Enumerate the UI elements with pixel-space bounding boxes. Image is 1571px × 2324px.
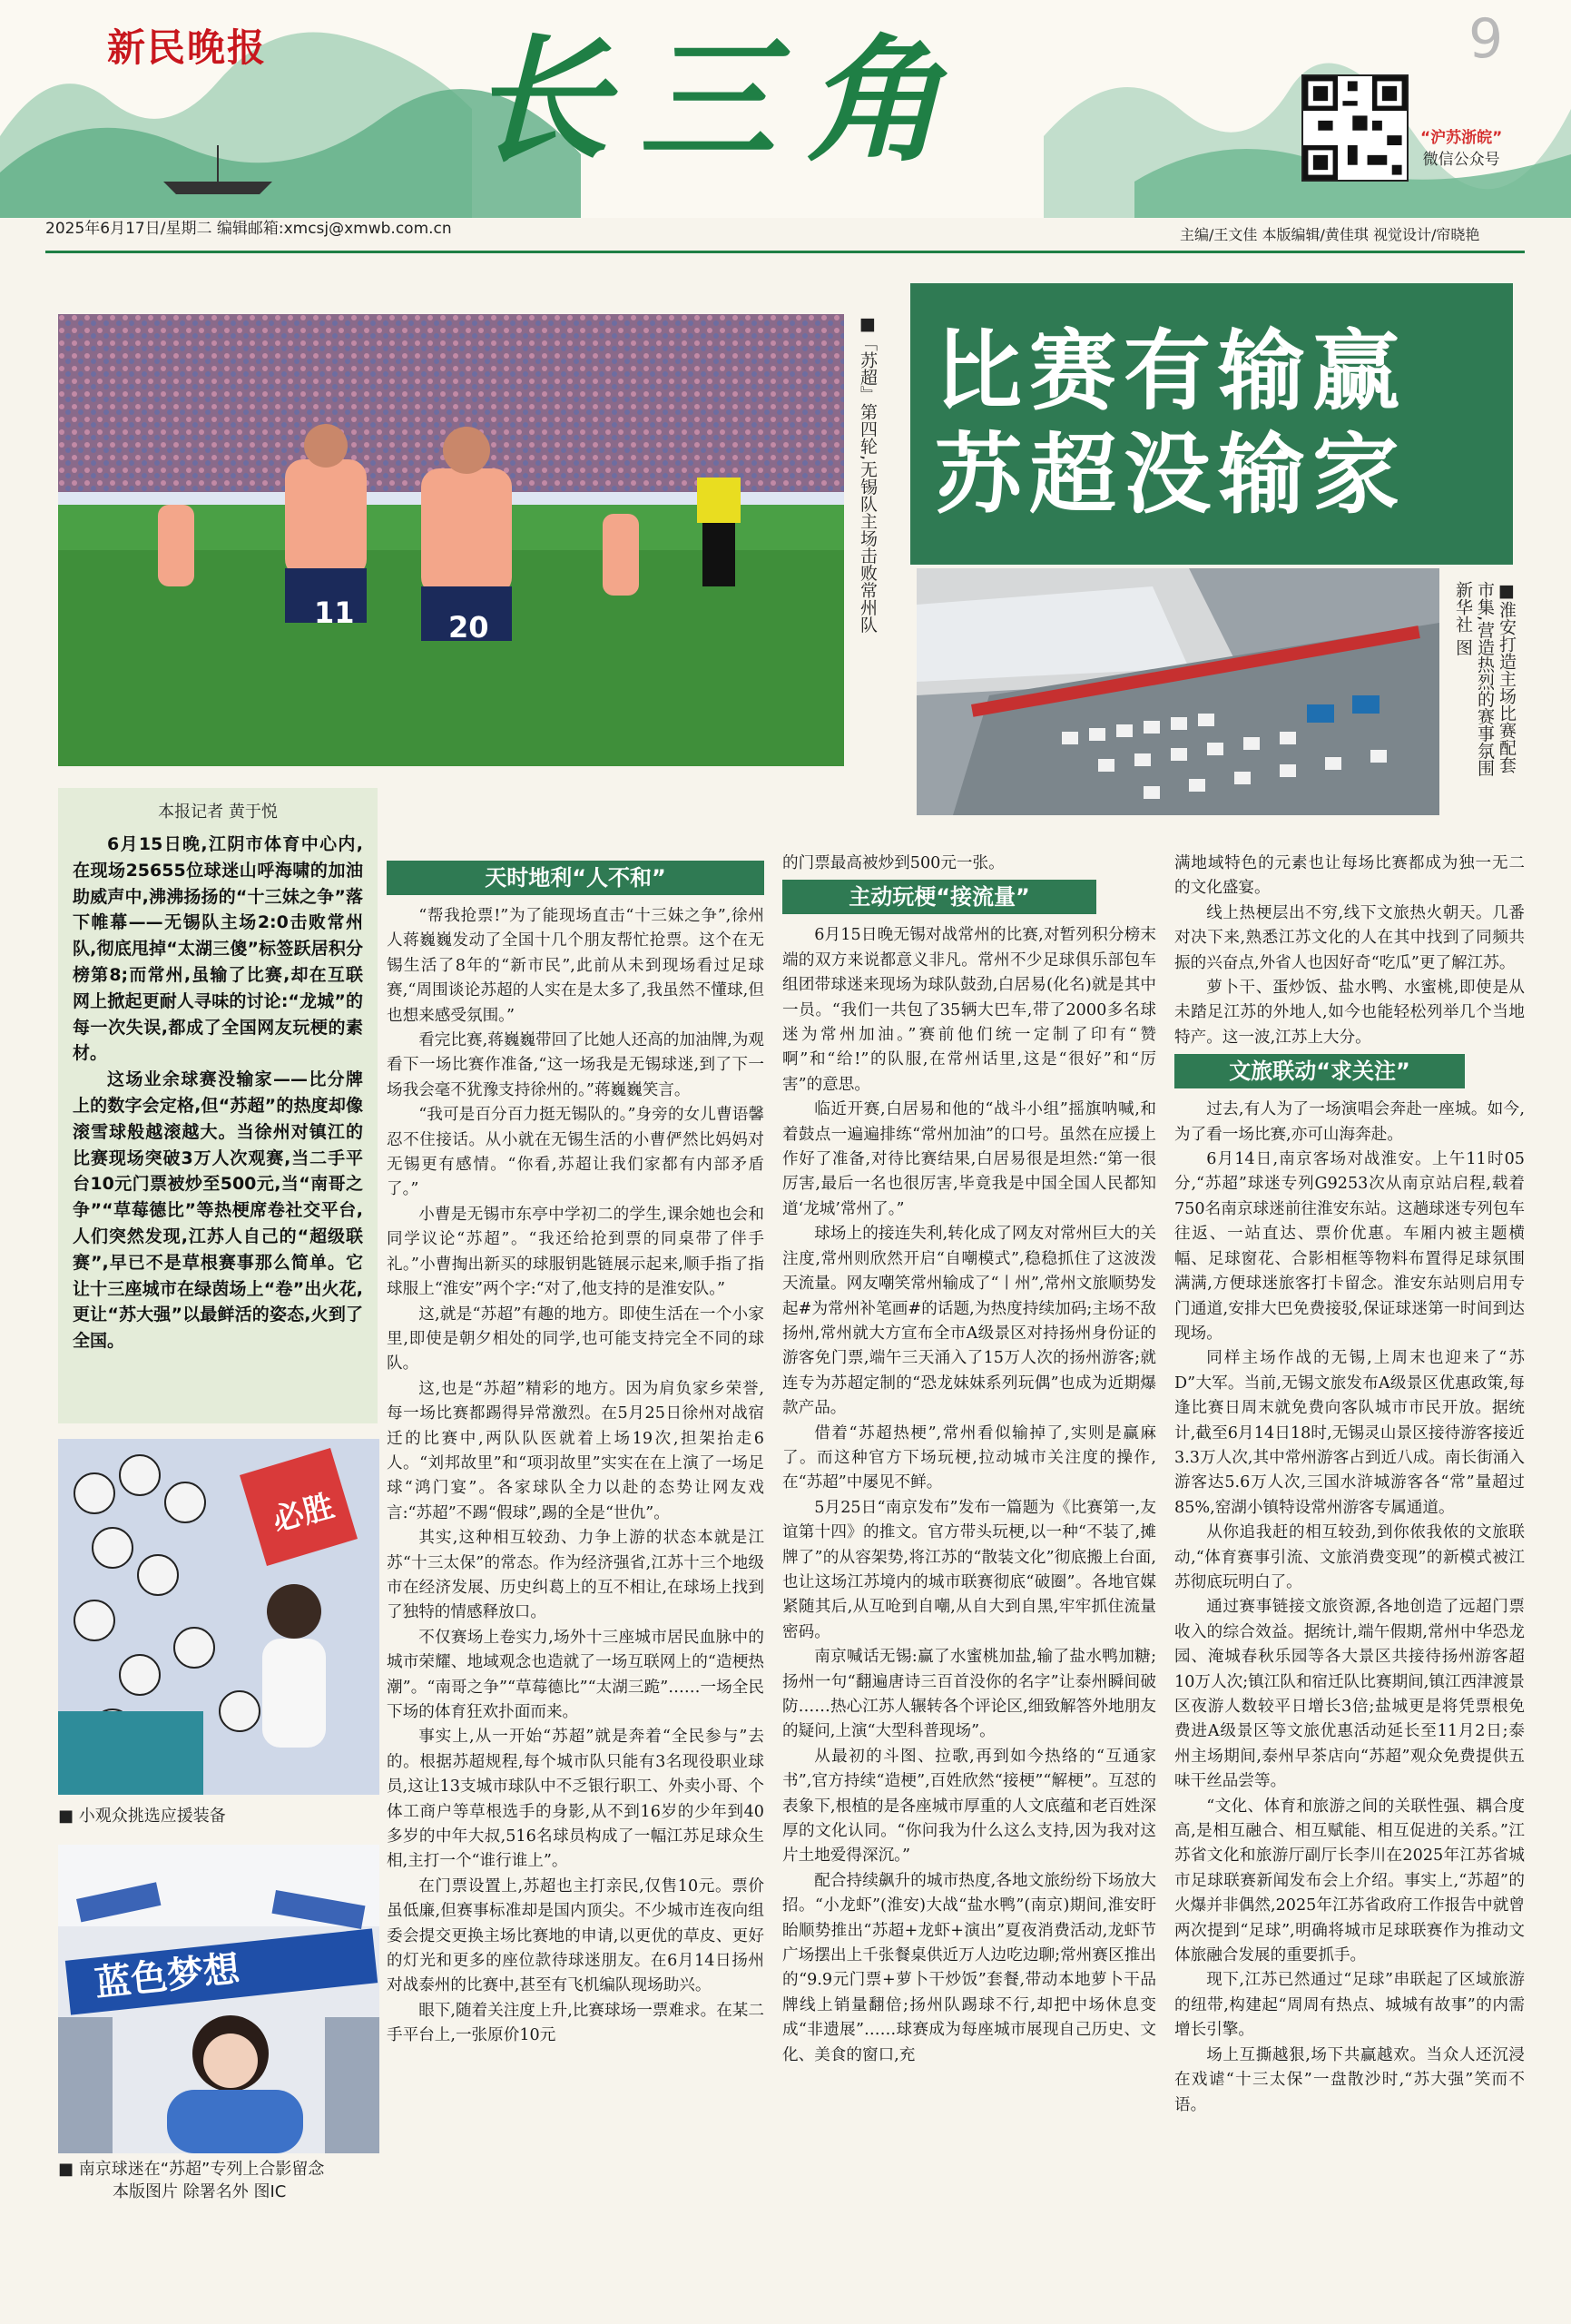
lead-paragraph: 这场业余球赛没输家——比分牌上的数字会定格,但“苏超”的热度却像滚雪球般越滚越大。当徐州对镇江的比赛现场突破3万人次观赛,当二手平台10元门票被炒至500元,当“南哥之争”“草莓德比”等热梗席卷社交平台,人们突然发现,江苏人自己的“超级联赛”,早已不是草根赛事那么简单。它让十三座城市在绿茵场上“卷”出火花,更让“苏大强”以最鲜活的姿态,火到了全国。 (73, 1069, 363, 1352)
body-paragraph: 借着“苏超热梗”,常州看似输掉了,实则是赢麻了。而这种官方下场玩梗,拉动城市关注度的操作,在“苏超”中屡见不鲜。 (782, 1423, 1156, 1492)
body-paragraph: 场上互撕越狠,场下共赢越欢。当众人还沉浸在戏谑“十三太保”一盘散沙时,“苏大强”笑而不语。 (1174, 2045, 1525, 2114)
body-paragraph: “我可是百分百力挺无锡队的。”身旁的女儿曹语馨忍不住接话。从小就在无锡生活的小曹俨然比妈妈对无锡更有感情。“你看,苏超让我们家都有内部矛盾了。” (387, 1106, 764, 1199)
body-paragraph: 不仅赛场上卷实力,场外十三座城市居民血脉中的城市荣耀、地域观念也造就了一场互联网上的“造梗热潮”。“南哥之争”“草莓德比”“太湖三跪”……一场全民下场的体育狂欢扑面而来。 (387, 1628, 764, 1721)
qr-code (1301, 74, 1409, 182)
football-photo-illustration (58, 314, 844, 766)
photo-credit: 本版图片 除署名外 图IC (113, 2182, 287, 2201)
train-photo-illustration (58, 1845, 379, 2153)
qr-pattern-icon (1303, 76, 1407, 180)
body-paragraph: 从最初的斗图、拉歌,再到如今热络的“互通家书”,官方持续“造梗”,百姓欣然“接梗”“解梗”。互怼的表象下,根植的是各座城市厚重的人文底蕴和老百姓深厚的文化认同。“你问我为什么这么支持,因为我对这片土地爱得深沉。” (782, 1747, 1156, 1866)
body-paragraph: 这,也是“苏超”精彩的地方。因为肩负家乡荣誉,每一场比赛都踢得异常激烈。在5月25日徐州对战宿迁的比赛中,两队队医就着上场19次,担架抬走6人。“刘邦故里”和“项羽故里”实实在在上演了一场足球“鸿门宴”。各家球队全力以赴的态势让网友戏言:“苏超”不踢“假球”,踢的全是“世仇”。 (387, 1379, 764, 1522)
article-column-1 (387, 857, 764, 2049)
body-paragraph: 其实,这种相互较劲、力争上游的状态本就是江苏“十三太保”的常态。作为经济强省,江苏十三个地级市在经济发展、历史纠葛上的互不相让,在球场上找到了独特的情感释放口。 (387, 1529, 764, 1622)
page-number: 9 (1468, 7, 1504, 71)
market-aerial-photo (917, 568, 1439, 815)
train-photo-caption-text: ■ 南京球迷在“苏超”专列上合影留念 (58, 2160, 325, 2179)
main-photo-caption: ■「苏超』第四轮,无锡队主场击败常州队 (858, 314, 878, 634)
kid-photo-caption: ■ 小观众挑选应援装备 (58, 1807, 226, 1826)
body-paragraph: 南京喊话无锡:赢了水蜜桃加盐,输了盐水鸭加糖;扬州一句“翻遍唐诗三百首没你的名字”让泰州瞬间破防……热心江苏人辗转各个评论区,细致解答外地朋友的疑问,上演“大型科普现场”。 (782, 1648, 1156, 1741)
main-photo-football-celebration (58, 314, 844, 766)
body-paragraph: 看完比赛,蒋巍巍带回了比她人还高的加油牌,为观看下一场比赛作准备,“这一场我是无锡球迷,到了下一场我会毫不犹豫支持徐州的。”蒋巍巍笑言。 (387, 1031, 764, 1099)
body-paragraph-continued: 的门票最高被炒到500元一张。 (782, 854, 1005, 872)
newspaper-logo: 新民晚报 (107, 25, 268, 70)
body-paragraph: 通过赛事链接文旅资源,各地创造了远超门票收入的综合效益。据统计,端午假期,常州中华恐龙园、淹城春秋乐园等各大景区共接待扬州游客超10万人次;镇江队和宿迁队比赛期间,镇江西津渡景区夜游人数较平日增长3倍;盐城更是将凭票根免费进A级景区等文旅优惠活动延长至11月2日;泰州主场期间,泰州早茶店向“苏超”观众免费提供五味干丝品尝等。 (1174, 1598, 1525, 1791)
headline (935, 320, 1497, 527)
market-photo-illustration (917, 568, 1439, 815)
headline-line-2: 苏超没输家 (935, 424, 1407, 526)
body-paragraph: 5月25日“南京发布”发布一篇题为《比赛第一,友谊第十四》的推文。官方带头玩梗,以一种“不装了,摊牌了”的从容架势,将江苏的“散装文化”彻底搬上台面,也让这场江苏境内的城市联赛彻底“破圈”。各地官媒紧随其后,从互呛到自嘲,从自大到自黑,牢牢抓住流量密码。 (782, 1498, 1156, 1641)
body-paragraph: 过去,有人为了一场演唱会奔赴一座城。如今,为了看一场比赛,亦可山海奔赴。 (1174, 1100, 1525, 1144)
body-paragraph: 球场上的接连失利,转化成了网友对常州巨大的关注度,常州则欣然开启“自嘲模式”,稳稳抓住了这波泼天流量。网友嘲笑常州输成了“丨州”,常州文旅顺势发起#为常州补笔画#的话题,为热度持续加码;主场不敌扬州,常州就大方宣布全市A级景区对持扬州身份证的游客免门票,端午三天涌入了15万人次的扬州游客;就连专为苏超定制的“恐龙妹妹系列玩偶”也成为近期爆款产品。 (782, 1225, 1156, 1418)
article-column-2 (782, 852, 1156, 2068)
body-paragraph: “文化、体育和旅游之间的关联性强、耦合度高,是相互融合、相互赋能、相互促进的关系。”江苏省文化和旅游厅副厅长李川在2025年江苏省城市足球联赛新闻发布会上介绍。事实上,“苏超”的火爆并非偶然,2025年江苏省政府工作报告中就曾两次提到“足球”,明确将城市足球联赛作为推动文体旅融合发展的重要抓手。 (1174, 1797, 1525, 1965)
subhead-tourism: 文旅联动“求关注” (1174, 1054, 1465, 1088)
photo-kid-choosing-gear (58, 1439, 379, 1795)
subhead-timing: 天时地利“人不和” (387, 861, 764, 895)
photo-fans-on-train (58, 1845, 379, 2153)
jersey-number-11: 11 (314, 596, 355, 630)
body-paragraph: 配合持续飙升的城市热度,各地文旅纷纷下场放大招。“小龙虾”(淮安)大战“盐水鸭”(南京)期间,淮安盱眙顺势推出“苏超+龙虾+演出”夏夜消费活动,龙虾节广场摆出上千张餐桌供近万人边吃边聊;常州赛区推出的“9.9元门票+萝卜干炒饭”套餐,带动本地萝卜干品牌线上销量翻倍;扬州队踢球不行,却把中场休息变成“非遗展”……球赛成为每座城市展现自己历史、文化、美食的窗口,充 (782, 1871, 1156, 2064)
body-paragraph: 现下,江苏已然通过“足球”串联起了区域旅游的纽带,构建起“周周有热点、城城有故事”的内需增长引擎。 (1174, 1971, 1525, 2040)
body-paragraph: 事实上,从一开始“苏超”就是奔着“全民参与”去的。根据苏超规程,每个城市队只能有3名现役职业球员,这让13支城市球队中不乏银行职工、外卖小哥、个体工商户等草根选手的身影,从不到16岁的少年到40多岁的中年大叔,516名球员构成了一幅江苏足球众生相,主打一个“谁行谁上”。 (387, 1728, 764, 1871)
body-paragraph: 萝卜干、蛋炒饭、盐水鸭、水蜜桃,即使是从未踏足江苏的外地人,如今也能轻松列举几个当地特产。这一波,江苏上大分。 (1174, 979, 1525, 1047)
body-paragraph: 线上热梗层出不穷,线下文旅热火朝天。几番对决下来,熟悉江苏文化的人在其中找到了同频共振的兴奋点,外省人也因好奇“吃瓜”更了解江苏。 (1174, 903, 1525, 972)
body-paragraph-continued: 满地域特色的元素也让每场比赛都成为独一无二的文化盛宴。 (1174, 854, 1525, 898)
body-paragraph: 6月15日晚无锡对战常州的比赛,对暂列积分榜末端的双方来说都意义非凡。常州不少足球俱乐部包车组团带球迷来现场为球队鼓劲,白居易(化名)就是其中一员。“我们一共包了35辆大巴车,带了2000多名球迷为常州加油。”赛前他们统一定制了印有“赞啊”和“给!”的队服,在常州话里,这是“很好”和“厉害”的意思。 (782, 926, 1156, 1094)
qr-label-line2: 微信公众号 (1422, 151, 1500, 169)
body-paragraph: 同样主场作战的无锡,上周末也迎来了“苏D”大军。当前,无锡文旅发布A级景区优惠政策,每逢比赛日周末就免费向客队城市市民开放。据统计,截至6月14日18时,无锡灵山景区接待游客接近3.3万人次,其中常州游客占到近八成。南长街涌入游客达5.6万人次,三国水浒城游客各“常”量超过85%,窑湖小镇特设常州游客专属通道。 (1174, 1349, 1525, 1517)
body-paragraph: 从你追我赶的相互较劲,到你侬我侬的文旅联动,“体育赛事引流、文旅消费变现”的新模式被江苏彻底玩明白了。 (1174, 1523, 1525, 1591)
body-paragraph: “帮我抢票!”为了能现场直击“十三妹之争”,徐州人蒋巍巍发动了全国十几个朋友帮忙抢票。这个在无锡生活了8年的“新市民”,此前从未到现场看过足球赛,“周围谈论苏超的人实在是太多了,我虽然不懂球,但也想来感受氛围。” (387, 907, 764, 1025)
section-title: 长三角 (472, 21, 974, 181)
lead-text (73, 832, 363, 1354)
body-paragraph: 小曹是无锡市东亭中学初二的学生,课余她也会和同学议论“苏超”。“我还给抢到票的同桌带了伴手礼。”小曹掏出新买的球服钥匙链展示起来,顺手指了指球服上“淮安”两个字:“对了,他支持的是淮安队。” (387, 1205, 764, 1299)
fan-sign-text: 必胜 (269, 1487, 339, 1540)
body-paragraph: 在门票设置上,苏超也主打亲民,仅售10元。票价虽低廉,但赛事标准却是国内顶尖。不少城市连夜向组委会提交更换主场比赛地的申请,以更优的草皮、更好的灯光和更多的座位款待球迷朋友。在6月14日扬州对战泰州的比赛中,甚至有飞机编队现场助兴。 (387, 1876, 764, 1995)
qr-label (1420, 127, 1502, 171)
editor-credits: 主编/王文佳 本版编辑/黄佳琪 视觉设计/帘晓艳 (1180, 226, 1480, 243)
banner-text: 蓝色梦想 (93, 1947, 242, 2005)
train-photo-caption (58, 2158, 385, 2203)
byline: 本报记者 黄于悦 (158, 803, 278, 822)
body-paragraph: 6月14日,南京客场对战淮安。上午11时05分,“苏超”球迷专列G9253次从南京站启程,载着750名南京球迷前往淮安东站。这趟球迷专列包车往返、一站直达、票价优惠。车厢内被主题横幅、足球窗花、合影相框等物料布置得足球氛围满满,方便球迷旅客打卡留念。淮安东站则启用专门通道,安排大巴免费接驳,保证球迷第一时间到达现场。 (1174, 1150, 1525, 1343)
subhead-traffic: 主动玩梗“接流量” (782, 880, 1096, 914)
body-paragraph: 这,就是“苏超”有趣的地方。即使生活在一个小家里,即使是朝夕相处的同学,也可能支持完全不同的球队。 (387, 1305, 764, 1374)
jersey-number-20: 20 (448, 610, 489, 645)
date-line: 2025年6月17日/星期二 编辑邮箱:xmcsj@xmwb.com.cn (45, 220, 452, 238)
masthead (0, 0, 1571, 218)
headline-line-1: 比赛有输赢 (935, 320, 1407, 422)
lead-summary (58, 788, 378, 1423)
market-photo-caption: ■淮安打造主场比赛配套市集,营造热烈的赛事氛围 新华社 图 (1453, 581, 1517, 777)
article-column-3 (1174, 852, 1525, 2118)
masthead-divider (45, 251, 1525, 253)
lead-paragraph: 6月15日晚,江阴市体育中心内,在现场25655位球迷山呼海啸的加油助威声中,沸沸扬扬的“十三妹之争”落下帷幕——无锡队主场2:0击败常州队,彻底甩掉“太湖三傻”标签跃居积分榜第8;而常州,虽输了比赛,却在互联网上掀起更耐人寻味的讨论:“龙城”的每一次失误,都成了全国网友玩梗的素材。 (73, 834, 363, 1064)
body-paragraph: 眼下,随着关注度上升,比赛球场一票难求。在某二手平台上,一张原价10元 (387, 2001, 764, 2045)
body-paragraph: 临近开赛,白居易和他的“战斗小组”摇旗呐喊,和着鼓点一遍遍排练“常州加油”的口号。虽然在应援上作好了准备,对待比赛结果,白居易很是坦然:“第一很厉害,最后一名也很厉害,毕竟我是中国全国人民都知道‘龙城’常州了。” (782, 1100, 1156, 1218)
qr-label-line1: “沪苏浙皖” (1420, 129, 1503, 147)
kid-photo-illustration (58, 1439, 379, 1795)
